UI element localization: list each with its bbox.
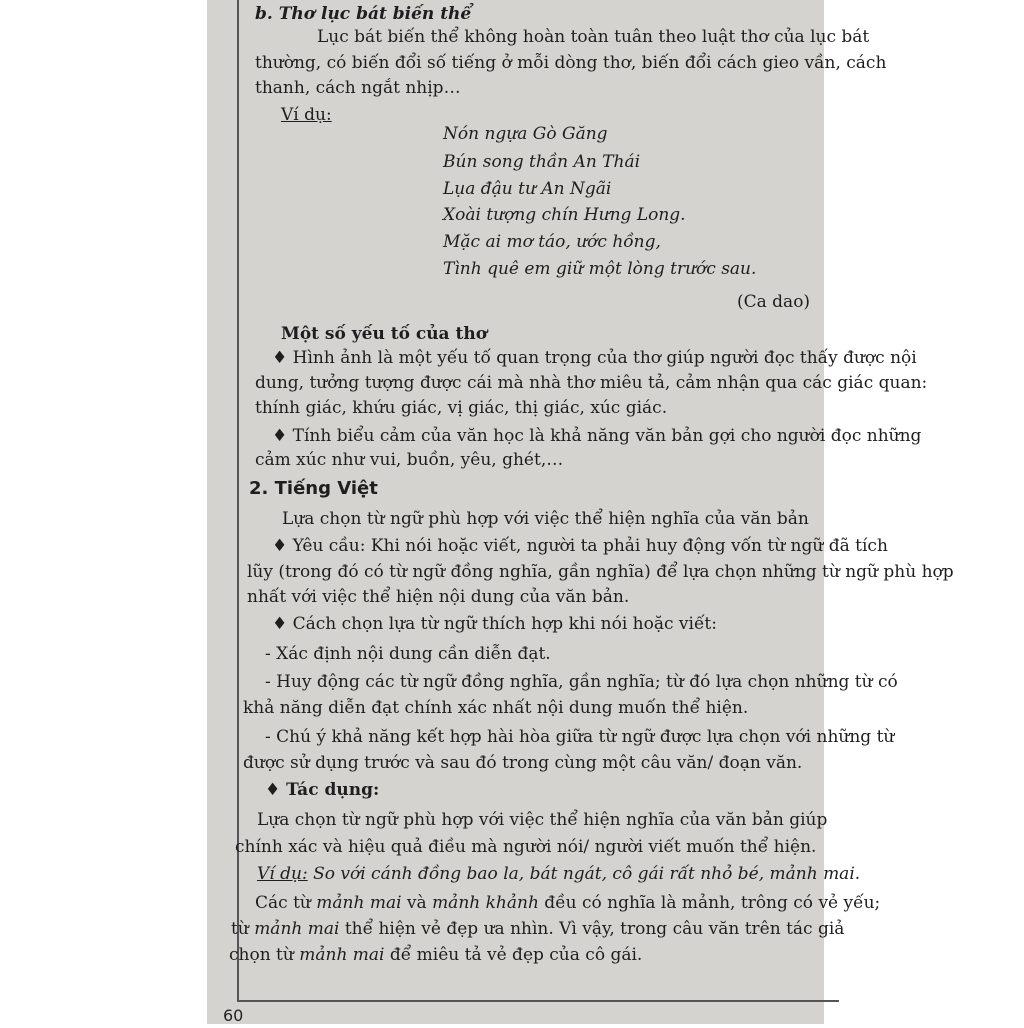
paragraph-line: thanh, cách ngắt nhịp… <box>255 78 461 98</box>
paragraph-line: ♦ Yêu cầu: Khi nói hoặc viết, người ta phải huy động vốn từ ngữ đã tích <box>272 536 888 556</box>
paragraph-line: lũy (trong đó có từ ngữ đồng nghĩa, gần nghĩa) để lựa chọn những từ ngữ phù hợp <box>247 562 954 582</box>
example-label: Ví dụ: <box>257 864 308 884</box>
paragraph-line: thường, có biến đổi số tiếng ở mỗi dòng thơ, biến đổi cách gieo vần, cách <box>255 53 887 73</box>
poem-line: Lụa đậu tư An Ngãi <box>443 179 612 199</box>
section-heading-2: 2. Tiếng Việt <box>249 478 378 499</box>
paragraph-line: Lục bát biến thể không hoàn toàn tuân theo luật thơ của lục bát <box>317 27 870 47</box>
poem-line: Xoài tượng chín Hưng Long. <box>443 205 686 225</box>
paragraph-line: dung, tưởng tượng được cái mà nhà thơ miêu tả, cảm nhận qua các giác quan: <box>255 373 928 393</box>
poem-line: Nón ngựa Gò Găng <box>443 124 608 144</box>
poem-line: Bún song thần An Thái <box>443 152 641 172</box>
list-item: - Xác định nội dung cần diễn đạt. <box>265 644 551 664</box>
poem-line: Mặc ai mơ táo, ước hồng, <box>443 232 661 252</box>
paragraph-line: nhất với việc thể hiện nội dung của văn bản. <box>247 587 630 607</box>
effect-label: ♦ Tác dụng: <box>265 780 380 800</box>
paragraph-line: Lựa chọn từ ngữ phù hợp với việc thể hiện nghĩa của văn bản giúp <box>257 810 828 830</box>
elements-heading: Một số yếu tố của thơ <box>281 324 488 344</box>
paragraph-line: ♦ Cách chọn lựa từ ngữ thích hợp khi nói hoặc viết: <box>272 614 717 634</box>
paragraph-line: ♦ Hình ảnh là một yếu tố quan trọng của thơ giúp người đọc thấy được nội <box>272 348 917 368</box>
background-left <box>0 0 207 1024</box>
paragraph-line: ♦ Tính biểu cảm của văn học là khả năng văn bản gợi cho người đọc những <box>272 426 922 446</box>
subheading: Lựa chọn từ ngữ phù hợp với việc thể hiện nghĩa của văn bản <box>282 509 809 529</box>
page-number: 60 <box>223 1006 244 1025</box>
example-line <box>257 862 860 886</box>
example-label: Ví dụ: <box>281 105 332 125</box>
explanation-line: từ mảnh mai thể hiện vẻ đẹp ưa nhìn. Vì vậy, trong câu văn trên tác giả <box>231 919 845 939</box>
paragraph-line: thính giác, khứu giác, vị giác, thị giác, xúc giác. <box>255 398 668 418</box>
paragraph-line: cảm xúc như vui, buồn, yêu, ghét,… <box>255 450 564 470</box>
paragraph-line: chính xác và hiệu quả điều mà người nói/ người viết muốn thể hiện. <box>235 837 817 857</box>
list-item: được sử dụng trước và sau đó trong cùng một câu văn/ đoạn văn. <box>243 753 803 773</box>
poem-source: (Ca dao) <box>737 292 811 312</box>
list-item: khả năng diễn đạt chính xác nhất nội dung muốn thể hiện. <box>243 698 749 718</box>
example-text: So với cánh đồng bao la, bát ngát, cô gái rất nhỏ bé, mảnh mai. <box>307 864 861 884</box>
explanation-line: Các từ mảnh mai và mảnh khảnh đều có nghĩa là mảnh, trông có vẻ yếu; <box>255 893 881 913</box>
list-item: - Huy động các từ ngữ đồng nghĩa, gần nghĩa; từ đó lựa chọn những từ có <box>265 672 898 692</box>
list-item: - Chú ý khả năng kết hợp hài hòa giữa từ ngữ được lựa chọn với những từ <box>265 727 895 747</box>
poem-line: Tình quê em giữ một lòng trước sau. <box>443 259 757 279</box>
explanation-line: chọn từ mảnh mai để miêu tả vẻ đẹp của cô gái. <box>229 945 643 965</box>
book-page <box>207 0 954 1025</box>
section-heading-b: b. Thơ lục bát biến thể <box>255 4 472 24</box>
